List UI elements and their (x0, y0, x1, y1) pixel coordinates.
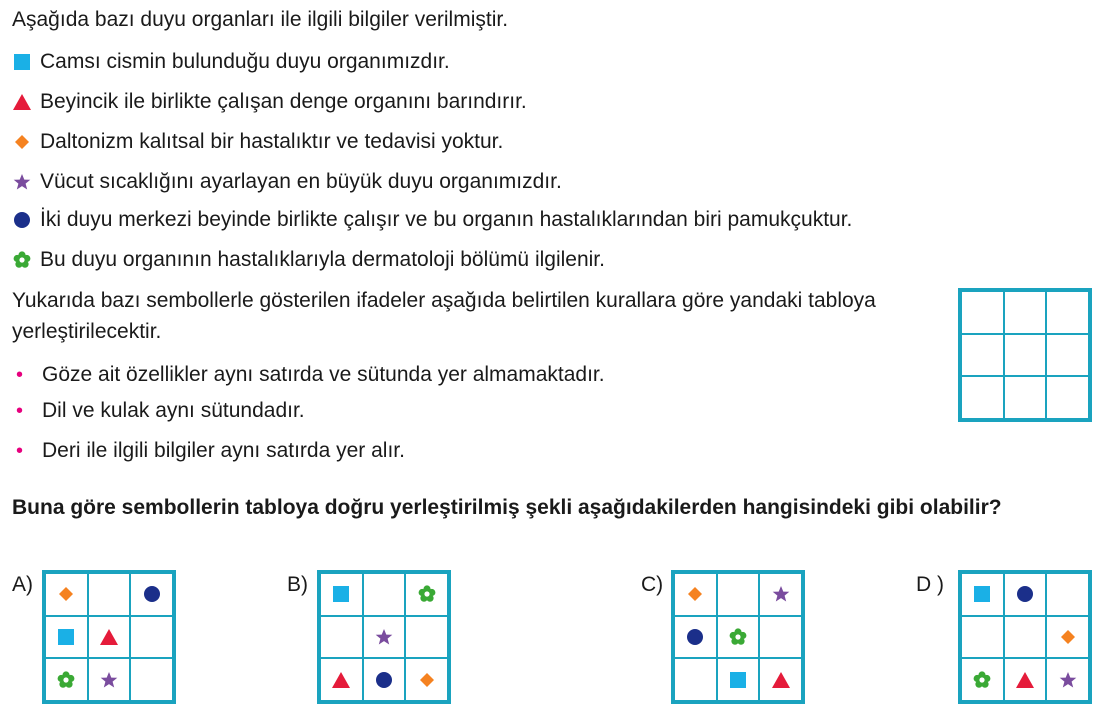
rule-item: • Göze ait özellikler aynı satırda ve sütunda yer almamaktadır. (12, 361, 605, 389)
square-icon (972, 584, 992, 604)
square-icon (728, 670, 748, 690)
table-cell (405, 616, 448, 659)
table-cell (1046, 658, 1089, 701)
circle-icon (12, 210, 32, 230)
triangle-icon (1015, 670, 1035, 690)
table-cell (961, 334, 1004, 377)
table-cell (1046, 376, 1089, 419)
table-cell (1004, 376, 1047, 419)
table-cell (759, 658, 802, 701)
table-cell (320, 616, 363, 659)
question-text: Buna göre sembollerin tabloya doğru yerleştirilmiş şekli aşağıdakilerden hangisindeki gibi olabilir? (12, 496, 1002, 519)
option-c-grid[interactable] (671, 570, 805, 704)
table-cell (961, 291, 1004, 334)
table-cell (1004, 291, 1047, 334)
circle-icon (1015, 584, 1035, 604)
table-cell (320, 573, 363, 616)
table-cell (759, 573, 802, 616)
clue-square: Camsı cismin bulunduğu duyu organımızdır. (12, 48, 450, 76)
diamond-icon (56, 584, 76, 604)
clue-circle: İki duyu merkezi beyinde birlikte çalışır ve bu organın hastalıklarından biri pamukçuktur. (12, 206, 852, 234)
table-cell (961, 376, 1004, 419)
table-cell (405, 658, 448, 701)
diamond-icon (12, 132, 32, 152)
star-icon (99, 670, 119, 690)
empty-table (958, 288, 1092, 422)
circle-icon (374, 670, 394, 690)
circle-icon (142, 584, 162, 604)
circle-icon (685, 627, 705, 647)
star-icon (771, 584, 791, 604)
table-cell (130, 616, 173, 659)
table-cell (1004, 616, 1047, 659)
option-d-label[interactable]: D ) (916, 573, 944, 596)
table-cell (961, 573, 1004, 616)
square-icon (56, 627, 76, 647)
flower-icon (417, 584, 437, 604)
clue-triangle: Beyincik ile birlikte çalışan denge organını barındırır. (12, 88, 527, 116)
bullet-icon: • (16, 440, 24, 462)
table-cell (1046, 334, 1089, 377)
table-cell (759, 616, 802, 659)
table-cell (88, 573, 131, 616)
table-cell (1046, 616, 1089, 659)
triangle-icon (331, 670, 351, 690)
diamond-icon (1058, 627, 1078, 647)
flower-icon (12, 250, 32, 270)
table-cell (45, 658, 88, 701)
square-icon (331, 584, 351, 604)
table-cell (1046, 291, 1089, 334)
triangle-icon (771, 670, 791, 690)
option-b-label[interactable]: B) (287, 573, 308, 596)
square-icon (12, 52, 32, 72)
option-a-grid[interactable] (42, 570, 176, 704)
table-cell (717, 573, 760, 616)
table-cell (1004, 658, 1047, 701)
diamond-icon (685, 584, 705, 604)
rule-item: • Deri ile ilgili bilgiler aynı satırda yer alır. (12, 437, 405, 465)
rule-item: • Dil ve kulak aynı sütundadır. (12, 397, 305, 425)
table-cell (88, 616, 131, 659)
table-cell (88, 658, 131, 701)
flower-icon (972, 670, 992, 690)
clue-flower: Bu duyu organının hastalıklarıyla dermatoloji bölümü ilgilenir. (12, 246, 605, 274)
bullet-icon: • (16, 364, 24, 386)
star-icon (374, 627, 394, 647)
table-cell (45, 573, 88, 616)
option-c-label[interactable]: C) (641, 573, 664, 596)
table-cell (1004, 334, 1047, 377)
table-cell (363, 573, 406, 616)
star-icon (12, 172, 32, 192)
flower-icon (728, 627, 748, 647)
table-cell (717, 616, 760, 659)
table-cell (674, 658, 717, 701)
table-cell (363, 658, 406, 701)
bullet-icon: • (16, 400, 24, 422)
star-icon (1058, 670, 1078, 690)
table-cell (405, 573, 448, 616)
triangle-icon (99, 627, 119, 647)
clue-star: Vücut sıcaklığını ayarlayan en büyük duyu organımızdır. (12, 168, 562, 196)
option-a-label[interactable]: A) (12, 573, 33, 596)
option-b-grid[interactable] (317, 570, 451, 704)
intro-text: Aşağıda bazı duyu organları ile ilgili bilgiler verilmiştir. (12, 8, 509, 31)
table-cell (1046, 573, 1089, 616)
diamond-icon (417, 670, 437, 690)
flower-icon (56, 670, 76, 690)
table-cell (320, 658, 363, 701)
table-cell (363, 616, 406, 659)
triangle-icon (12, 92, 32, 112)
table-cell (130, 658, 173, 701)
table-cell (130, 573, 173, 616)
table-cell (674, 573, 717, 616)
table-cell (45, 616, 88, 659)
clue-diamond: Daltonizm kalıtsal bir hastalıktır ve tedavisi yoktur. (12, 128, 503, 156)
table-cell (961, 616, 1004, 659)
rules-intro: Yukarıda bazı sembollerle gösterilen ifadeler aşağıda belirtilen kurallara göre yandaki tabloya yerleştirilecektir. (12, 289, 876, 343)
table-cell (717, 658, 760, 701)
table-cell (1004, 573, 1047, 616)
table-cell (674, 616, 717, 659)
table-cell (961, 658, 1004, 701)
option-d-grid[interactable] (958, 570, 1092, 704)
